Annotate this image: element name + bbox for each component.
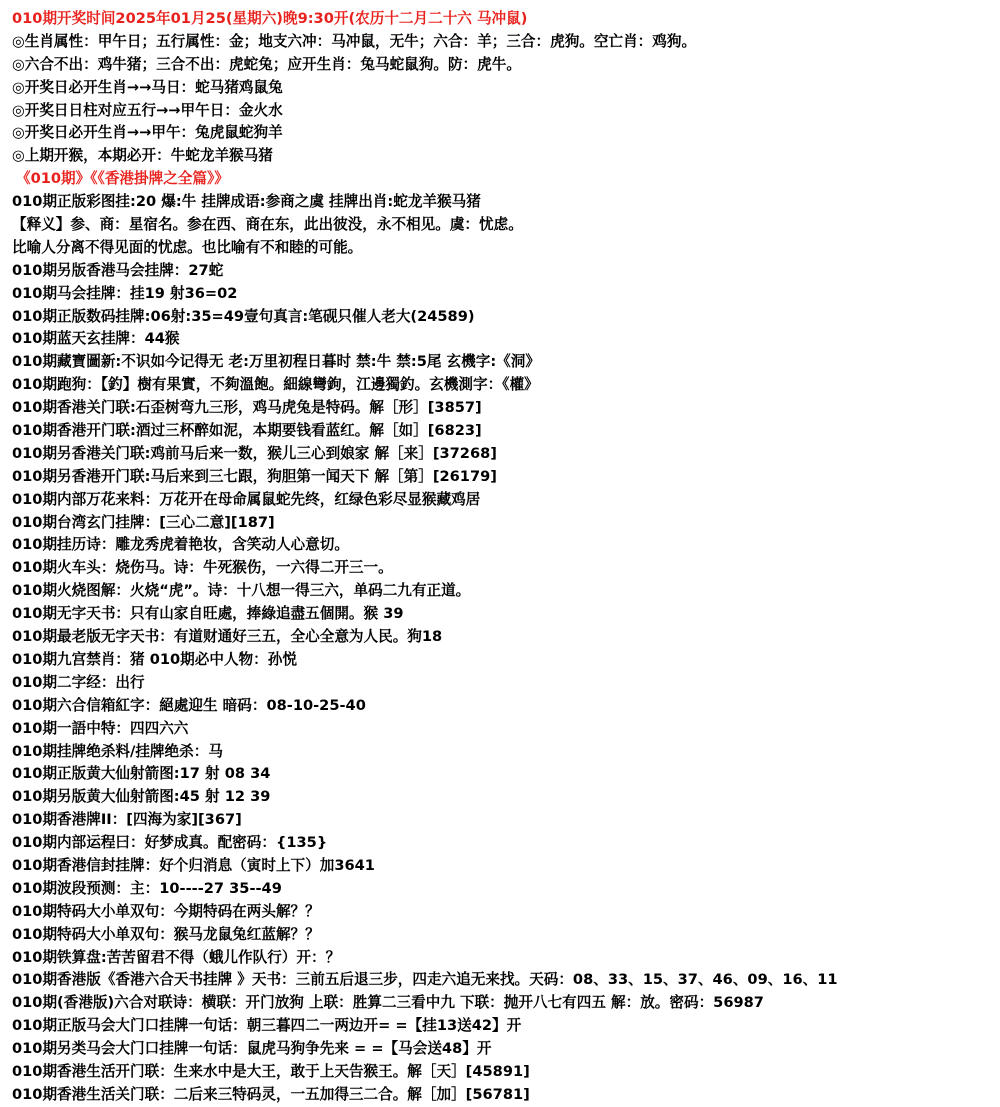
text-line: 010期铁算盘:苦苦留君不得（蛾儿作队行）开：？ [12, 948, 341, 966]
text-line: ◎开奖日必开生肖→→马日：蛇马猪鸡鼠兔 [12, 78, 283, 96]
text-line: 010期二字经：出行 [12, 673, 145, 691]
text-line: 010期无字天书：只有山家自旺處，捧綠追盡五個開。猴 39 [12, 605, 404, 623]
text-line: 010期另版香港马会挂牌：27蛇 [12, 261, 224, 279]
text-line: 010期香港关门联:石歪树弯九三形，鸡马虎兔是特码。解［形］[3857] [12, 399, 482, 417]
text-line: 010期藏寶圖新:不识如今记得无 老:万里初程日暮时 禁:牛 禁:5尾 玄機字:《洞》 [12, 353, 540, 371]
text-line: 010期蓝天玄挂牌：44猴 [12, 330, 180, 348]
text-line: 010期正版黄大仙射箭图:17 射 08 34 [12, 765, 271, 783]
text-line: 010期挂牌绝杀料/挂牌绝杀：马 [12, 742, 223, 760]
text-line: ◎六合不出：鸡牛猪；三合不出：虎蛇兔；应开生肖：兔马蛇鼠狗。防：虎牛。 [12, 55, 521, 73]
text-line: 010期另香港关门联:鸡前马后来一数，猴儿三心到娘家 解［来］[37268] [12, 444, 497, 462]
text-line: 010期开奖时间2025年01月25(星期六)晚9:30开(农历十二月二十六 马冲鼠) [12, 10, 528, 27]
text-line: ◎开奖日日柱对应五行→→甲午日：金火水 [12, 101, 283, 119]
text-line: 010期火烧图解：火烧“虎”。诗：十八想一得三六，单码二九有正道。 [12, 582, 471, 600]
text-line: 010期另类马会大门口挂牌一句话：鼠虎马狗争先来 = =【马会送48】开 [12, 1040, 492, 1058]
text-line: ◎上期开猴，本期必开：牛蛇龙羊猴马猪 [12, 147, 273, 165]
text-line: 比喻人分离不得见面的忧虑。也比喻有不和睦的可能。 [12, 238, 363, 256]
text-line: 010期一語中特：四四六六 [12, 719, 189, 737]
text-line: 010期六合信箱紅字：絕處迎生 暗码：08-10-25-40 [12, 696, 366, 714]
text-line: 010期正版马会大门口挂牌一句话：朝三暮四二一两边开= =【挂13送42】开 [12, 1017, 522, 1035]
text-line: ◎开奖日必开生肖→→甲午：兔虎鼠蛇狗羊 [12, 124, 283, 142]
text-line: 010期波段预测：主：10----27 35--49 [12, 879, 282, 897]
text-line: 010期九宫禁肖：猪 010期必中人物：孙悦 [12, 650, 297, 668]
text-line: 010期另版黄大仙射箭图:45 射 12 39 [12, 788, 271, 806]
text-line: 010期正版数码挂牌:06射:35=49壹句真言:笔砚只催人老大(24589) [12, 307, 475, 325]
text-line: 010期特码大小单双句：今期特码在两头解？？ [12, 902, 320, 920]
text-line: 010期内部万花来料：万花开在母命属鼠蛇先终，红绿色彩尽显猴藏鸡居 [12, 490, 481, 508]
text-line: 010期香港版《香港六合天书挂牌 》天书：三前五后退三步，四走六追无来找。天码：08、33、15、37、46、09、16、11 [12, 971, 838, 989]
text-line: 010期正版彩图挂:20 爆:牛 挂牌成语:参商之虞 挂牌出肖:蛇龙羊猴马猪 [12, 193, 481, 211]
text-line: 010期挂历诗：雕龙秀虎着艳妆，含笑动人心意切。 [12, 536, 349, 554]
text-line: 010期香港信封挂牌：好个归消息（寅时上下）加3641 [12, 856, 375, 874]
text-line: 010期最老版无字天书：有道财通好三五，全心全意为人民。狗18 [12, 628, 443, 646]
text-line: 010期火车头：烧伤马。诗：牛死猴伤，一六得二开三一。 [12, 559, 393, 577]
text-line: 010期香港牌II：[四海为家][367] [12, 811, 242, 829]
text-line: 010期特码大小单双句：猴马龙鼠兔红蓝解？？ [12, 925, 320, 943]
text-line: 《010期》《《香港掛牌之全篇》》 [16, 170, 229, 188]
text-line: 010期马会挂牌：挂19 射36=02 [12, 284, 238, 302]
text-line: 010期香港开门联:酒过三杯醉如泥，本期要钱看蓝红。解［如］[6823] [12, 422, 482, 440]
text-line: ◎生肖属性：甲午日；五行属性：金；地支六冲：马冲鼠，无牛；六合：羊；三合：虎狗。空亡肖：鸡狗。 [12, 32, 697, 50]
text-line: 010期香港生活开门联：生来水中是大王，敢于上天告猴王。解［天］[45891] [12, 1062, 530, 1080]
text-line: 010期内部运程曰：好梦成真。配密码：{135} [12, 834, 328, 852]
document-body [12, 8, 996, 1107]
text-line: 010期另香港开门联:马后来到三七跟，狗胆第一闻天下 解［第］[26179] [12, 467, 497, 485]
text-line: 010期跑狗：【釣】樹有果實，不夠溫飽。細線彎鉤，江邊獨釣。玄機測字：《權》 [12, 376, 539, 394]
text-line: 【释义】参、商：星宿名。参在西、商在东，此出彼没，永不相见。虞：忧虑。 [12, 216, 523, 234]
text-line: 010期香港生活关门联：二后来三特码灵，一五加得三二合。解［加］[56781] [12, 1085, 530, 1103]
text-line: 010期(香港版)六合对联诗：横联：开门放狗 上联：胜算二三看中九 下联：抛开八七有四五 解：放。密码：56987 [12, 994, 764, 1012]
text-line: 010期台湾玄门挂牌：[三心二意][187] [12, 513, 275, 531]
